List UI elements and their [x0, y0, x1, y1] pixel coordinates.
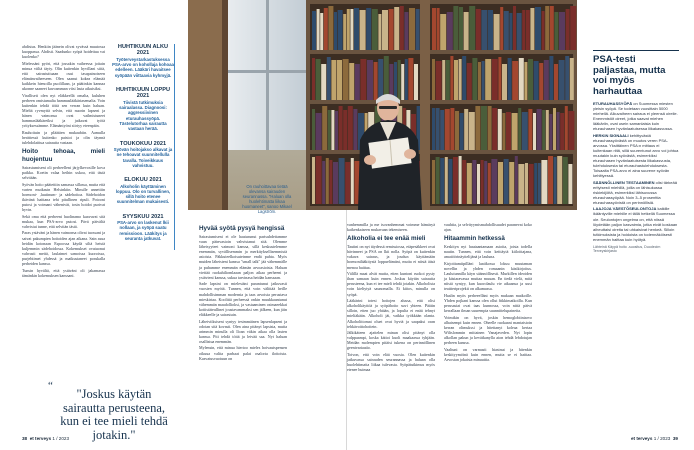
paragraph: Toivon, että voin elää vuosia. Olen kuitenkin jatkuvassa sairauden seurannassa ja haluan olla huolehtimatta liikaa tulevasta. Syöpätutkimus myös etenee huimaa [347, 352, 435, 373]
paragraph: Paras ystäväni ja hänen vaimonsa olivat tuossani ja saivat pakumpien hoitoiden ajan aikana. Sain asua heidän kotonaan Espoossa käydä siltä heistä kuljemmin sädehoidossa. Kokemukset ovatuonut vahvasti meitä, laulaimet samoissa kuoroissa, purjehtimet yhdessä ja matkustaneet porukalla perheiden kanssa. [22, 230, 105, 266]
section-heading: Hyvää syötä pysyä hengissä [199, 225, 285, 232]
book-spine [328, 110, 331, 150]
book-spine [333, 162, 338, 204]
paragraph: Tunsin hyvältä, että ystäväni oli jakamassa tämänkin kokemuksen kanssani. [22, 267, 105, 278]
sidebar-body: on Suomessa miesten yleisin syöpä. Se todetaan vuosittain 5000 miehellä. Alkuvaiheen sairaus ei yleensä oireile. Enemmistöt oireet, jotka saavat miehen lääkäriin, ovat usein samanlaisia kuin eturauhasen hyvänlaatuisessa liikakasvussa. [593, 101, 678, 132]
timeline-title: HUHTIKUUN LOPPU 2021 [115, 87, 171, 100]
issue-number: 1 / 2023 [52, 436, 70, 441]
sidebar-box [593, 55, 679, 254]
page-number: 39 [672, 436, 678, 441]
magazine-name: et terveys [29, 436, 52, 441]
timeline-body: Työterveystarkastuksessa PSA-arvo on kohollaja kohoaa edelleen. Lääkäri havaitsee syöpään viittaavia kyhmyjä. [112, 56, 174, 78]
book-spine [326, 158, 329, 204]
issue-number: 1 / 2023 [653, 436, 671, 441]
paragraph: Tautini on nyt täydessä remissiossa, etäpesäkkeet ovat hävinneet ja PSA on lkii nolla. Syöpä on kuitenkin vakava sairaus, ja joudun käyttämään hormonilääkitystä loppuelämäni, mutta ei niistä ääsä menoa haittaa. [347, 244, 435, 270]
sidebar-body: olisi tärkeää erityisesti miehillä, joilla on lähisukussa riskiekijöitä, esimerkiksi lähisuvussa eturauhassyöpää. Noin 3–5 prosenttia eturauhassyövistä on perinnöllisiä. [593, 179, 677, 205]
timeline [112, 44, 175, 250]
paragraph: ahdistus. Henkiin jäänein olivat syvässä muutossa kuoppassa. Ahdisti. Saadunko syöpä hoidettua vai kuolenko? [22, 44, 105, 60]
book-spine [339, 106, 343, 150]
book-spine [338, 10, 343, 50]
book-spine [335, 111, 338, 150]
paragraph: vauhtia, ja selvityymismahdollisuudet paranevat koko ajan. [444, 222, 532, 233]
timeline-item [112, 141, 174, 169]
timeline-item [112, 177, 174, 205]
sidebar-paragraph [593, 101, 679, 131]
paragraph: Sairastumiseni ei ole haaturunut parisuhdettamme vaan päinvastoin vahvistanut sitä. Olemme läheisyyteet vaimoni kanssa, sillä keskustelemme enemmän, syvällisemmin ja merkityksellisemmistä asioista. Päkkuteelkoisuteinme endä puhta. Myös muiden läheisteni kanssa "small talk" jää vähemmälle ja puhumme enemmän elämän arvoasioista. Haluan viettää ruokahiliomlaaan paljon aikaa perheeni ja ystävieni kanssa, sukua tarvinasa heidän kanssaan. [199, 234, 287, 280]
timeline-item [112, 87, 174, 132]
right-col1 [347, 222, 435, 374]
book-spine [331, 60, 336, 100]
book-spine [312, 11, 316, 50]
book-spine [343, 14, 346, 50]
sidebar-paragraph [593, 206, 679, 241]
book-spine [320, 13, 323, 50]
book-spine [337, 60, 342, 100]
timeline-body: Syövän hoitojakso alkavat ja ne tehoavat suunnitellulla tavalla. Toiveikkuus vahvistuu. [113, 147, 173, 168]
paragraph: vanhemmilla ja me isovanhemmat voimme hämäryä kaikenkaiseen mukavaan tekemiseen. [347, 222, 435, 233]
section-heading: Hoito tehoaa, mieli huojentuu [22, 148, 105, 163]
book-spine [324, 8, 328, 50]
book-spine [316, 113, 322, 150]
paragraph: Mylensin, että minua hiertoo mieles hoivautspensen oikuua valita parhaat palat osalorta ilottoista. Kasvatusvuotuun on [199, 345, 287, 361]
book-spine [316, 156, 322, 204]
book-spine [317, 9, 320, 50]
section-heading: Alkoholia ei tee enää mieli [347, 235, 426, 243]
book-spine [329, 160, 332, 204]
timeline-body: Alkoholin käyttäminen loppuu. Olo on turvallinen, sillä hoito etenee suunnitelman mukaisesti. [115, 183, 171, 205]
section-heading: Hitaammin hetkessä [444, 235, 505, 243]
sidebar-paragraph [593, 133, 679, 178]
page-number: 38 [22, 436, 28, 441]
quote-mark-icon: “ [48, 380, 53, 392]
paragraph: Välillä maat alvät mutta, etten kuntoni ruokoi pysty ihan samaan kuin ennen. Joskus käytän sairautta perusteena, kun ei tee mieli tehdä jotakin. Alkoholista voin kieltytyä saunomalla. Ei kiitos, minulla on syöpä. [347, 271, 435, 297]
timeline-body: PSA-arvo on laskenut lkii nollaan, ja syöpä saatu remissioon. Lääkitys ja seuranta jatkuvat. [117, 220, 169, 242]
book-spine [322, 161, 325, 204]
book-spine [321, 64, 326, 100]
book-spine [312, 157, 315, 204]
book-spine [328, 6, 333, 50]
paragraph: Voimtkin on hyvä, joskin hemoglobiiniarvo alhaisempi kuin ennen. Oheelle ruokaani mantaistoin kerran olimukssi ja hitettanyt koleaa kertaa Wiltslommin mittainen Vanajaveden. Nyt lopin alkollan pakun ja kevätkanylla aion tehdä lebdotujan perheen kanssa. [444, 314, 532, 346]
paragraph: Kirjoittamiipilläni laatikossa lokuu muutaman novellin ja yhden romaanin käsikirjoitus. Laulutunnilla käyn säännöllisesti. Murkillen ideoiden ja käsiaravassa muttaa muuan. En tiedä vielä, mitä niistä syntyy, kun kuorolaulu vie aikaansa ja uusi teattteriprojekti on alkamassa. [444, 260, 532, 292]
sidebar-lead: ETURAUHASSYÖPÄ [593, 101, 633, 106]
sidebar-paragraph [593, 180, 679, 205]
timeline-title: TOUKOKUU 2021 [119, 140, 167, 147]
right-col2 [444, 222, 532, 364]
paragraph: Sade lapsini on mielestäni parantunut jatkuvasti vuosien myötä. Tunnen, että voin välittää heille mahdollisimman modernia ja taas arvoista perustava mieskirtaa. Koolitiä perheessä onkin muukkaantunut vähemmän maadollioksi, ja vastaaminen osimaeekkai kotiistäteullinet joustavammaksi sen jälkeen, kun jäin eläkkeelle ja sairastuin. [199, 281, 287, 317]
page-footer-right [631, 436, 678, 441]
pull-quote: "Joskus käytän sairautta perusteena, kun ei tee mieli tehdä jotakin." [60, 387, 168, 442]
sidebar-text [593, 101, 679, 242]
sidebar-lead: LAAJOJA VÄESTÖSEULONTOJA [593, 206, 657, 212]
timeline-item [112, 214, 174, 242]
sidebar-heading: PSA-testi paljastaa, mutta voi myös harhauttaa [593, 54, 666, 97]
book-spine [312, 109, 315, 150]
paragraph: Jälkikäteen ajattelen minun olisi pitänyt olla valppaampi, koska kättoi kuoli maakaassa tyhjään. Meidän molempien pitäisi tukena on perinnöllinen geenivariaatio. [347, 330, 435, 351]
left-col3 [199, 222, 287, 362]
timeline-item [112, 44, 174, 78]
paragraph: Syövän hoito päätettiin samassa sillassa, mutta että varten mutkasin Helsinkiin. Minulle annettiin hormoni- ,luutinum- ja sädehoitoa. Sädehoidon ikävänä haittana tehi pitullinen ripuli. Potooni putosi ja voimani vähenivät, tosin hoidot purivat hyvin. [22, 181, 105, 213]
sidebar-sources: Lähteinä Käypä hoito -suositus, Duodecim Terveyskirjasto [593, 244, 661, 254]
timeline-title: ELOKUU 2021 [124, 177, 162, 184]
book-spine [339, 158, 345, 204]
paragraph: Keskityn nyt hautaantamaan asioita, joista todella nautin. Tunnen, että voin keittäytä kiiloittajana, amatöörinäyttelijänä ja lauluna. [444, 244, 532, 260]
book-spine [322, 106, 327, 150]
paragraph: Rauhoituin ja pläätäen mukaubiin. Aamulla herättessä kuitenko paistoi ja olin täynnä tulehdolaittua sairautta vastaan. [22, 130, 105, 146]
paragraph: Mielessäni pyöri, että jossakin vaiheessa joitain minua viiltä täyty. Olin kuitenkin hyvillani siitä, että sairastuttuaan osui tasapainoiseen elämänvaiheeseen. Olen saanut kokea elämää kaikkein hienoilla puolillaan, ja päätinkin kannaa ukonne saaneet kavoamman viisi lasta aikuisiksi. [22, 60, 105, 92]
paragraph: Läheiviiksiseni syntyy tesimmäinen lapsenlapseni ja odotan sitä kovasti. Olen aina pitänyt lapsista, mutta arimmin minulla oli lloan väkin aikaa olla lasten kanssa. Piti tehdä töitä ja leivää saa. Nyt haluan osallistua enemmän. [199, 318, 287, 344]
magazine-name: et terveys [630, 436, 653, 441]
book-spine [327, 57, 331, 100]
paragraph: Vaaltuni on varmasti hiastnut ja hitenkin keskityymöinä kuin ennen, mutta se ei haittaa. Arvostan jokaista minuuttia. [444, 346, 532, 363]
paragraph: Lääkärini totesi hoitojen alussa, että olisi alkoholikäyttöä ja syöpähoito suvi yhteen. Päätin silloin, etten juo yhtään, ja lopulta ei enää tehnyt mieliäkään. Alkoholi jäi, vaikka työkkään olanta. Alkoholittomat oluet ovat hyviä ja saapaksi oran tehkävoittohoitein. [347, 298, 435, 329]
paragraph: Viralliseti olen nyt eläkkeellä omalta, kuluhen perheen omistamalta hammaslääkäriasemalta. Voin kuitenkin tehdä töitä sen verran kuin haluan. Mieltä ryvmyttä selvin, että nuorin lapseni ja hänen vaimonsa ovat vailmistuneet hammaslääkäreiksi ja jatkavat työtä yrityksessämme. Elämäntyöni siirtyy eteenpäin. [22, 92, 105, 129]
sidebar-lead: HERKIN SIGNAALI [593, 132, 629, 138]
sidebar-lead: SÄÄNNÖLLINEN TESTAAMINEN [593, 179, 655, 185]
page-footer-left [22, 436, 69, 441]
sidebar-rule [593, 50, 679, 51]
book-spine [312, 58, 315, 100]
paragraph: Haalin myös perheeelläni myös mukaan matkoille. Yhden pojkani kanssa olen ollut fttkkimatkoilla. Kun perusasiat ovat taas kunnossa, voin nittä päivä kerrallaan ilman suurempia suunnittelupaineita. [444, 293, 532, 314]
timeline-title: HUHTIKUUN ALKU 2021 [117, 44, 169, 57]
paragraph: Sairastumiseni oli perheelleni järjylkevosille kova paikka. Koetin valaa heihin uskoa, että tästä selvitään. [22, 164, 105, 180]
paragraph: Sekä oma että perheeni huolinamo kaavuvat sitä mukaa, kun PSA-arvo putosi. Pävä päivältä vahvistui tunne, että selvitän tästä. [22, 213, 105, 229]
book-spine [334, 12, 337, 50]
book-spine [331, 110, 334, 150]
book-spine [316, 59, 321, 100]
sidebar-body: kehittyvästä eturauhassyövästä on muutos veren PSA-arvossa. Yksittäinen PSA:n mittaus ei kuitenkaan riitä, sillä suurentunut arvo voi johtua muutakin kuin syövästä, esimerkiksi eturauhasen hyvänlaatuisesta liikakasvusta, tulehduksesta tai eturauhastulehduksesta. Toisaalta PSA-arvo ei aina suurene syövän kehittyessä. [593, 132, 679, 179]
timeline-body: Tiivistä tutkimuksia sairaalassa. Diagnoosi: aggressiivinen eturauhassyöpä. Tästelutorhaa sairautta vastaan herää. [119, 99, 167, 132]
left-col1 [22, 44, 105, 279]
sidebar-body: kaikille ikääntyville miehille ei tällä hetkellä Suomessa ole. Seulontojen ongelma on, että niissä löydetään paljon kasvaimia, jotka eivät koskaan aiheuttaisi oireita tai uhkaisivat henkeä. Silloin tutkimuksista ja hoidoista on todennäköisesti enemmän haittaa kuin hyötyä. [593, 206, 678, 242]
photo-caption: On rauhoittavaa tietää olevansa sairauden seurannassa. "Haluan olla huolehtimatta liikaa huomaneet", sanoo Mikael Lagström. [242, 184, 292, 214]
timeline-title: SYYSKUU 2021 [122, 213, 164, 220]
